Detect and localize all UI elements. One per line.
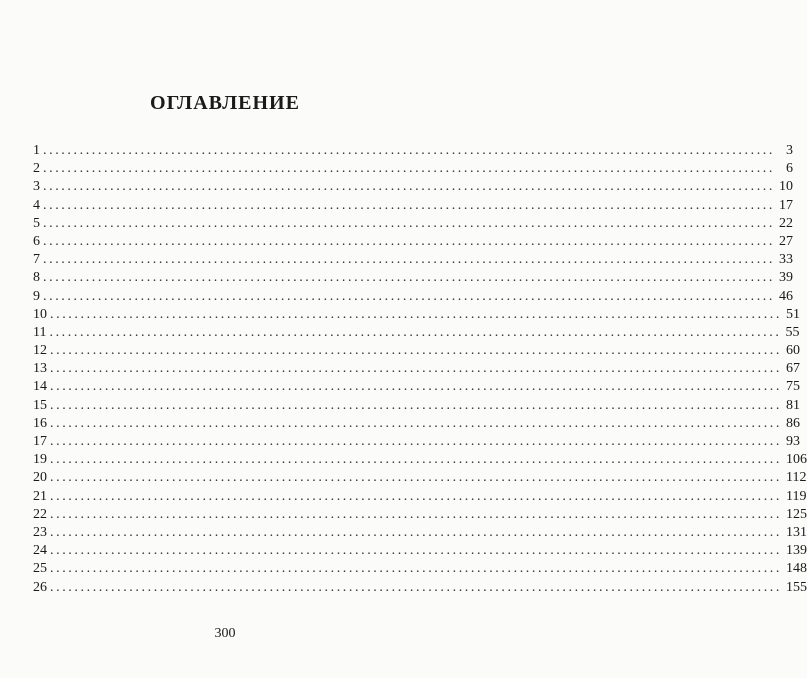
toc-entry-page: 155 — [786, 579, 807, 595]
toc-entry-number: 15 — [33, 397, 47, 413]
dot-leader: ........................................................................................................................ — [50, 561, 782, 577]
toc-entry — [33, 378, 800, 396]
dot-leader: ........................................................................................................................ — [43, 143, 775, 158]
dot-leader: ........................................................................................................................ — [50, 306, 782, 322]
toc-entry — [33, 433, 800, 451]
toc-entry-number: 12 — [33, 343, 47, 359]
toc-entry-number: 17 — [33, 434, 47, 449]
dot-leader: ........................................................................................................................ — [50, 343, 782, 359]
toc-entry-page: 33 — [779, 252, 793, 268]
dot-leader: ........................................................................................................................ — [43, 288, 775, 304]
toc-entry-number: 2 — [33, 161, 40, 177]
dot-leader: ........................................................................................................................ — [49, 324, 782, 340]
toc-entry — [33, 269, 793, 287]
toc-entry — [33, 288, 793, 306]
toc-entry-number: 20 — [33, 470, 47, 486]
toc-entry-page: 60 — [786, 343, 800, 359]
toc-entry — [33, 215, 793, 233]
toc-entry-page: 46 — [779, 288, 793, 304]
toc-entry-page: 17 — [779, 197, 793, 213]
toc-entry-page: 10 — [779, 179, 793, 195]
toc-entry-page: 131 — [786, 524, 807, 540]
dot-leader: ........................................................................................................................ — [50, 452, 782, 468]
toc-entry — [33, 506, 807, 524]
toc-entry — [33, 524, 807, 542]
toc-entry-number: 3 — [33, 179, 40, 195]
dot-leader: ........................................................................................................................ — [43, 252, 775, 268]
toc-entry — [33, 542, 807, 560]
toc-entry-page: 75 — [786, 379, 800, 395]
toc-entry-number: 23 — [33, 524, 47, 540]
toc-entry — [33, 397, 800, 415]
toc-entry-page: 39 — [779, 270, 793, 286]
toc-entry-number: 13 — [33, 361, 47, 377]
dot-leader: ........................................................................................................................ — [50, 470, 782, 486]
toc-entry-number: 10 — [33, 306, 47, 322]
toc-entry-number: 26 — [33, 579, 47, 595]
toc-entry — [33, 142, 793, 160]
toc-entry — [33, 488, 807, 506]
dot-leader: ........................................................................................................................ — [43, 270, 775, 286]
toc-entry-number: 4 — [33, 197, 40, 213]
toc-entry-number: 8 — [33, 270, 40, 286]
dot-leader: ........................................................................................................................ — [50, 524, 782, 540]
toc-entry — [33, 560, 807, 578]
toc-entry — [33, 160, 793, 178]
dot-leader: ........................................................................................................................ — [50, 579, 782, 595]
page-number: 300 — [214, 626, 236, 641]
toc-entry-page: 106 — [786, 452, 807, 468]
dot-leader: ........................................................................................................................ — [50, 361, 782, 377]
toc-entry-number: 19 — [33, 452, 47, 468]
dot-leader: ........................................................................................................................ — [50, 543, 782, 559]
toc-entry-page: 27 — [779, 233, 793, 249]
toc-entry-page: 55 — [785, 324, 800, 340]
dot-leader: ........................................................................................................................ — [43, 179, 775, 195]
table-of-contents — [33, 142, 807, 597]
toc-entry — [33, 324, 800, 342]
toc-entry — [33, 342, 800, 360]
toc-entry — [33, 360, 800, 378]
toc-entry — [33, 579, 807, 597]
toc-entry — [33, 415, 800, 433]
dot-leader: ........................................................................................................................ — [50, 488, 782, 504]
toc-entry-page: 6 — [786, 161, 793, 177]
toc-entry — [33, 197, 793, 215]
toc-entry-page: 22 — [779, 215, 793, 231]
toc-entry-number: 14 — [33, 379, 47, 395]
dot-leader: ........................................................................................................................ — [50, 379, 782, 395]
toc-entry — [33, 178, 793, 196]
toc-entry — [33, 233, 793, 251]
dot-leader: ........................................................................................................................ — [50, 415, 782, 431]
dot-leader: ........................................................................................................................ — [50, 397, 782, 413]
toc-entry-number: 6 — [33, 233, 40, 249]
toc-entry-number: 7 — [33, 252, 40, 268]
toc-entry-page: 3 — [786, 143, 793, 158]
toc-entry-number: 21 — [33, 488, 47, 504]
toc-entry — [33, 306, 800, 324]
toc-entry-page: 139 — [786, 543, 807, 559]
toc-entry-number: 1 — [33, 143, 40, 158]
toc-entry-page: 93 — [786, 434, 800, 449]
toc-entry-number: 11 — [33, 324, 47, 340]
toc-entry-number: 9 — [33, 288, 40, 304]
dot-leader: ........................................................................................................................ — [43, 161, 775, 177]
toc-entry-page: 86 — [786, 415, 800, 431]
dot-leader: ........................................................................................................................ — [50, 506, 782, 522]
toc-entry-number: 5 — [33, 215, 40, 231]
dot-leader: ........................................................................................................................ — [50, 434, 782, 449]
dot-leader: ........................................................................................................................ — [43, 215, 775, 231]
toc-entry-page: 148 — [786, 561, 807, 577]
dot-leader: ........................................................................................................................ — [43, 197, 775, 213]
toc-entry — [33, 451, 807, 469]
toc-entry-page: 125 — [786, 506, 807, 522]
page-title: ОГЛАВЛЕНИЕ — [150, 92, 300, 114]
toc-entry — [33, 251, 793, 269]
toc-entry-page: 51 — [786, 306, 800, 322]
toc-entry-number: 16 — [33, 415, 47, 431]
dot-leader: ........................................................................................................................ — [43, 233, 775, 249]
toc-entry-number: 22 — [33, 506, 47, 522]
toc-entry-page: 81 — [786, 397, 800, 413]
toc-entry — [33, 469, 807, 487]
toc-entry-page: 112 — [786, 470, 807, 486]
toc-entry-number: 24 — [33, 543, 47, 559]
toc-entry-page: 119 — [786, 488, 807, 504]
toc-entry-number: 25 — [33, 561, 47, 577]
toc-entry-page: 67 — [786, 361, 800, 377]
